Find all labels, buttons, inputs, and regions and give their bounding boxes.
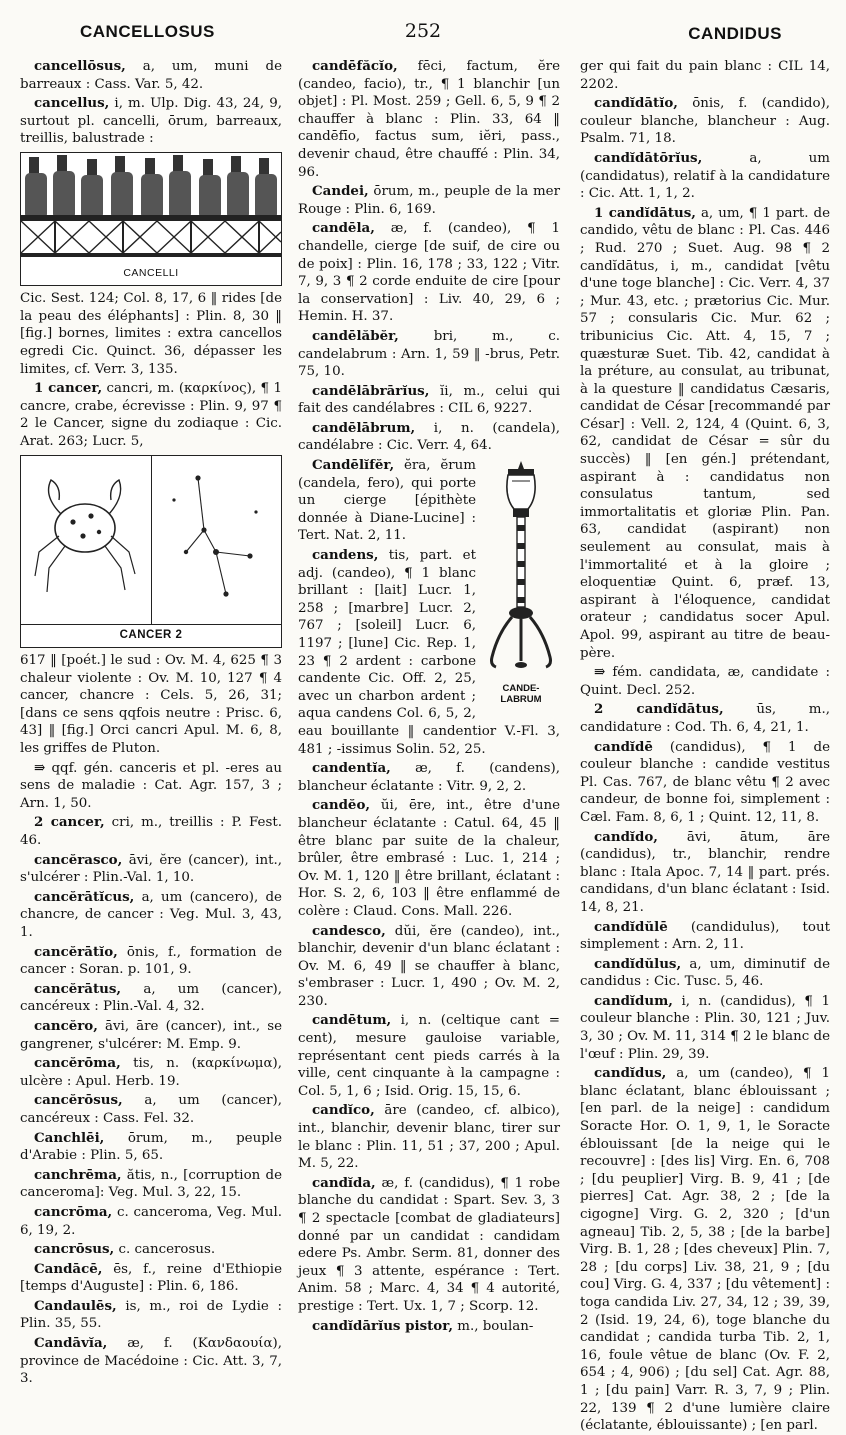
dictionary-entry xyxy=(298,58,560,181)
headword: Canchlēi, xyxy=(34,1129,105,1146)
dictionary-entry xyxy=(20,58,282,93)
dictionary-entry xyxy=(20,852,282,887)
dictionary-entry xyxy=(298,220,560,326)
candelabrum-drawing xyxy=(482,457,560,675)
entry-text: i, m. Ulp. Dig. 43, 24, 9, surtout pl. cancelli, ōrum, barreaux, treillis, balustrade : xyxy=(20,96,282,147)
entry-text: m., boulan- xyxy=(452,1318,534,1334)
entry-text: a, um (candidatus), relatif à la candidature : Cic. Att. 1, 1, 2. xyxy=(580,150,830,202)
page-number: 252 xyxy=(404,20,442,42)
entry-text: ătis, n., [corruption de canceroma]: Veg. Mul. 3, 22, 15. xyxy=(20,1167,282,1201)
column-3 xyxy=(580,58,830,1434)
entry-text: āvi, ātum, āre (candidus), tr., blanchir, rendre blanc : Itala Apoc. 7, 14 ‖ part. prés. candidans, d'un blanc éclatant : Isid. 14, 8, 21. xyxy=(580,829,830,915)
headword: candēlābrum, xyxy=(312,419,416,436)
entry-text: æ, f. (Κανδαουία), province de Macédoine : Cic. Att. 3, 7, 3. xyxy=(20,1336,282,1387)
entry-text: bri, m., c. candelabrum : Arn. 1, 59 ‖ -brus, Petr. 75, 10. xyxy=(298,328,560,380)
column-1 xyxy=(20,58,282,1387)
dictionary-entry xyxy=(20,380,282,450)
dictionary-entry xyxy=(20,1130,282,1165)
headword: candĭdē xyxy=(594,738,653,755)
entry-text: a, um, muni de barreaux : Cass. Var. 5, 42. xyxy=(20,59,282,92)
figure-caption: CANCER 2 xyxy=(21,624,281,648)
entry-text: ⇛ fém. candidata, æ, candidate : Quint. Decl. 252. xyxy=(580,665,830,698)
entry-text: ĕra, ĕrum (candela, fero), qui porte un cierge [épithète donnée à Diane-Lucine] : Tert. Nat. 2, 11. xyxy=(298,458,476,544)
headword: Candāvĭa, xyxy=(34,1335,108,1352)
headword: cancĕrātĭo, xyxy=(34,943,118,960)
headword: candĭdŭlē xyxy=(594,918,668,935)
entry-text: ŭi, ēre, int., être d'une blancheur éclatante : Catul. 64, 45 ‖ être blanc par suite de la chaleur, brûler, être embrasé : Luc. 1, 214 ; Ov. M. 1, 120 ‖ être brillant, éclatant : Hor. S. 2, 6, 103 ‖ être enflammé de colère : Claud. Cons. Mall. 226. xyxy=(298,798,560,919)
dictionary-entry xyxy=(298,797,560,920)
dictionary-entry xyxy=(298,328,560,381)
headword: candesco, xyxy=(312,922,386,939)
dictionary-entry xyxy=(580,993,830,1063)
dictionary-entry xyxy=(298,1102,560,1172)
candelabrum-illustration xyxy=(482,457,560,707)
dictionary-entry xyxy=(298,760,560,795)
entry-text: ūs, m., candidature : Cod. Th. 6, 4, 21, 1. xyxy=(580,702,830,735)
entry-text: (candidulus), tout simplement : Arn. 2, 11. xyxy=(580,919,830,953)
entry-text: ōrum, m., peuple de la mer Rouge : Plin. 6, 169. xyxy=(298,184,560,217)
entry-text: dŭi, ĕre (candeo), int., blanchir, devenir d'un blanc éclatant : Ov. M. 6, 49 ‖ se chauffer à blanc, s'embraser : Lucr. 1, 490 ; Ov. M. 2, 230. xyxy=(298,923,560,1009)
headword: candĭdus, xyxy=(594,1065,667,1082)
entry-text: i, n. (candela), candélabre : Cic. Verr. 4, 64. xyxy=(298,420,560,454)
dictionary-entry xyxy=(20,1204,282,1239)
entry-text: a, um (cancer), cancéreux : Cass. Fel. 32. xyxy=(20,1093,282,1126)
dictionary-entry xyxy=(20,1335,282,1388)
headword: Candaulēs, xyxy=(34,1297,117,1314)
dictionary-entry xyxy=(580,956,830,991)
entry-text: a, um (cancer), cancéreux : Plin.-Val. 4, 32. xyxy=(20,981,282,1015)
entry-text: i, n. (candidus), ¶ 1 couleur blanche : Plin. 30, 121 ; Juv. 3, 30 ; Ov. M. 11, 314 ¶ 2 le blanc de l'œuf : Plin. 29, 39. xyxy=(580,993,830,1062)
dictionary-entry xyxy=(580,95,830,148)
dictionary-entry xyxy=(20,1241,282,1259)
entry-text: tis, n. (καρκίνωμα), ulcère : Apul. Herb. 19. xyxy=(20,1056,282,1089)
header-last-word: CANDIDUS xyxy=(688,24,782,43)
entry-text: fēci, factum, ĕre (candeo, facio), tr., ¶ 1 blanchir [un objet] : Pl. Most. 259 ; Gell. 6, 5, 9 ¶ 2 chauffer à blanc : Plin. 33, 64 ‖ candēfīo, factus sum, iĕri, pass., devenir chaud, être chauffé : Plin. 34, 96. xyxy=(298,59,560,180)
dictionary-entry xyxy=(20,1018,282,1053)
headword: candētum, xyxy=(312,1012,392,1029)
headword: candĭco, xyxy=(312,1102,375,1119)
headword: cancĕrasco, xyxy=(34,851,123,868)
headword: Candei, xyxy=(312,183,369,200)
headword: candĭdŭlus, xyxy=(594,955,682,972)
figure-caption: CANCELLI xyxy=(123,266,179,279)
entry-text: āvi, ĕre (cancer), int., s'ulcérer : Plin.-Val. 1, 10. xyxy=(20,852,282,886)
dictionary-entry xyxy=(580,919,830,954)
headword: 1 candĭdātus, xyxy=(594,204,696,221)
entry-text: a, um, diminutif de candidus : Cic. Tusc. 5, 46. xyxy=(580,956,830,990)
dictionary-entry xyxy=(580,150,830,203)
entry-text: ēs, f., reine d'Ethiopie [temps d'Auguste] : Plin. 6, 186. xyxy=(20,1261,282,1295)
crab-drawing xyxy=(21,456,151,624)
column-2 xyxy=(298,58,560,1363)
dictionary-entry xyxy=(20,1167,282,1202)
figure-caption xyxy=(482,683,560,705)
entry-continuation: 617 ‖ [poét.] le sud : Ov. M. 4, 625 ¶ 3 chaleur violente : Ov. M. 10, 127 ¶ 4 cancer, chancre : Cels. 5, 26, 31; [dans ce sens qqfois neutre : Prisc. 6, 43] ‖ [fig.] Orci cancri Apul. M. 6, 8, les griffes de Pluton. xyxy=(20,653,282,757)
dictionary-entry xyxy=(298,1175,560,1316)
headword: cancellus, xyxy=(34,95,110,112)
cancer-illustration xyxy=(20,455,282,649)
constellation-drawing xyxy=(151,456,282,624)
col1-entries-a xyxy=(20,58,282,148)
entry-text: cri, m., treillis : P. Fest. 46. xyxy=(20,815,282,849)
headword: candēfăcĭo, xyxy=(312,58,398,74)
entry-continuation: Cic. Sest. 124; Col. 8, 17, 6 ‖ rides [de la peau des éléphants] : Plin. 8, 30 ‖ [fig.] bornes, limites : extra cancellos egredi Cic. Quinct. 36, dépasser les limites, cf. Verr. 3, 135. xyxy=(20,291,282,377)
entry-text: ōrum, m., peuple d'Arabie : Plin. 5, 65. xyxy=(20,1130,282,1164)
headword: cancellōsus, xyxy=(34,58,126,74)
dictionary-entry xyxy=(20,814,282,849)
cancelli-illustration xyxy=(20,152,282,286)
entry-text: i, n. (celtique cant = cent), mesure gauloise variable, représentant cent pieds carrés à la ville, cent cinquante à la campagne : Col. 5, 1, 6 ; Isid. Orig. 15, 15, 6. xyxy=(298,1013,560,1099)
entry-text: a, um (cancero), de chancre, de cancer : Veg. Mul. 3, 43, 1. xyxy=(20,889,282,940)
entry-text: c. canceroma, Veg. Mul. 6, 19, 2. xyxy=(20,1204,282,1238)
headword: candĭdārĭus pistor, xyxy=(312,1317,453,1334)
headword: candĭdo, xyxy=(594,828,658,845)
headword: candĭdum, xyxy=(594,992,673,1009)
dictionary-entry xyxy=(20,944,282,979)
dictionary-entry xyxy=(298,923,560,1011)
headword: candĭdātōrĭus, xyxy=(594,149,703,166)
cancelli-drawing xyxy=(21,153,281,257)
headword: cancĕrōsus, xyxy=(34,1092,123,1109)
dictionary-entry xyxy=(298,1318,560,1336)
headword: candēlăbĕr, xyxy=(312,327,399,344)
entry-text: ĭi, m., celui qui fait des candélabres : CIL 6, 9227. xyxy=(298,383,560,417)
entry-text: ⇛ qqf. gén. canceris et pl. -eres au sens de maladie : Cat. Agr. 157, 3 ; Arn. 1, 50. xyxy=(20,760,282,811)
dictionary-entry xyxy=(20,1092,282,1127)
headword: candĭda, xyxy=(312,1174,376,1191)
dictionary-entry xyxy=(580,664,830,699)
dictionary-entry xyxy=(298,183,560,218)
dictionary-entry xyxy=(580,205,830,662)
headword: 2 candĭdātus, xyxy=(594,701,724,718)
entry-text: tis, part. et adj. (candeo), ¶ 1 blanc brillant : [lait] Lucr. 1, 258 ; [marbre] Lucr. 2, 767 ; [soleil] Lucr. 6, 1197 ; [lune] Cic. Rep. 1, 23 ¶ 2 ardent : carbone candente Cic. Off. 2, 25, avec un charbon ardent ; aqua candens Col. 6, 5, 2, eau bouillante ‖ candentior V.-Fl. 3, 481 ; -issimus Solin. 52, 25. xyxy=(298,548,560,757)
dictionary-entry xyxy=(298,420,560,455)
headword: candĕo, xyxy=(312,797,371,814)
headword: Candēlĭfĕr, xyxy=(312,457,395,474)
dictionary-entry xyxy=(20,1055,282,1090)
headword: 1 cancer, xyxy=(34,380,103,397)
headword: cancrōma, xyxy=(34,1203,113,1220)
entry-text: æ, f. (candens), blancheur éclatante : Vitr. 9, 2, 2. xyxy=(298,761,560,794)
dictionary-entry xyxy=(20,889,282,942)
header-first-word: CANCELLOSUS xyxy=(80,22,215,41)
headword: candēlābrārĭus, xyxy=(312,382,430,399)
dictionary-entry xyxy=(580,1065,830,1434)
entry-text: āre (candeo, cf. albico), int., blanchir, devenir blanc, tirer sur le blanc : Plin. 11, 51 ; 37, 200 ; Apul. M. 5, 22. xyxy=(298,1103,560,1172)
headword: cancĕrātus, xyxy=(34,980,122,997)
col2-entry-list-top xyxy=(298,58,560,455)
caption-line: LABRUM xyxy=(500,693,542,705)
entry-text: c. cancerosus. xyxy=(114,1242,216,1258)
headword: cancrōsus, xyxy=(34,1241,115,1258)
headword: canchrēma, xyxy=(34,1166,122,1183)
headword: Candācē, xyxy=(34,1260,103,1277)
dictionary-entry xyxy=(20,1298,282,1333)
entry-text: āvi, āre (cancer), int., se gangrener, s'ulcérer: M. Emp. 9. xyxy=(20,1018,282,1052)
dictionary-entry xyxy=(20,981,282,1016)
headword: cancĕrōma, xyxy=(34,1055,121,1072)
dictionary-entry xyxy=(580,739,830,827)
headword: candĭdātĭo, xyxy=(594,95,678,112)
entry-text: ōnis, f. (candido), couleur blanche, blancheur : Aug. Psalm. 71, 18. xyxy=(580,96,830,147)
dictionary-entry xyxy=(20,95,282,148)
caption-line: CANDE- xyxy=(502,682,540,694)
col3-entry-list xyxy=(580,95,830,1435)
dictionary-entry xyxy=(298,383,560,418)
headword: cancĕrātĭcus, xyxy=(34,888,135,905)
entry-text: (candidus), ¶ 1 de couleur blanche : candide vestitus Pl. Cas. 767, de blanc vêtu ¶ 2 avec candeur, de bonne foi, simplement : Cæl. Fam. 8, 6, 1 ; Quint. 12, 11, 8. xyxy=(580,739,830,825)
col2-entry-list xyxy=(298,760,560,1335)
col1-entry-list xyxy=(20,760,282,1388)
headword: 2 cancer, xyxy=(34,814,105,831)
entry-text: cancri, m. (καρκίνος), ¶ 1 cancre, crabe, écrevisse : Plin. 9, 97 ¶ 2 le Cancer, signe du zodiaque : Cic. Arat. 263; Lucr. 5, xyxy=(20,381,282,449)
entry-text: ōnis, f., formation de cancer : Soran. p. 101, 9. xyxy=(20,944,282,978)
headword: cancĕro, xyxy=(34,1017,98,1034)
dictionary-entry xyxy=(580,829,830,917)
entry-text: is, m., roi de Lydie : Plin. 35, 55. xyxy=(20,1298,282,1332)
dictionary-entry xyxy=(580,701,830,736)
headword: candēla, xyxy=(312,220,375,237)
headword: candens, xyxy=(312,547,379,564)
dictionary-entry xyxy=(20,760,282,813)
entry-text: æ, f. (candeo), ¶ 1 chandelle, cierge [de suif, de cire ou de poix] : Plin. 16, 178 ; 33, 122 ; Vitr. 7, 9, 3 ¶ 2 corde enduite de cire [pour la conservation] : Liv. 40, 29, 6 ; Hemin. H. 37. xyxy=(298,221,560,325)
entry-text: a, um (candeo), ¶ 1 blanc éclatant, blanc éblouissant ; [en parl. de la neige] : candidum Soracte Hor. O. 1, 9, 1, le Soracte éblouissant [de la neige qui le recouvre] : [des lis] Virg. En. 6, 708 ; [du peuplier] Virg. B. 9, 41 ; [de pierres] Cat. Agr. 38, 2 ; [de la cigogne] Virg. G. 2, 320 ; [d'un agneau] Tib. 2, 5, 38 ; [de la barbe] Virg. B. 1, 28 ; [des cheveux] Plin. 7, 28 ; [du corps] Liv. 38, 21, 9 ; [du cou] Virg. G. 4, 337 ; [du vêtement] : toga candida Liv. 27, 34, 12 ; 39, 39, 2 (Isid. 19, 24, 6), toge blanche du candidat ; candida turba Tib. 2, 1, 16, foule vêtue de blanc (Ov. F. 2, 654 ; 4, 906) ; [du sel] Cat. Agr. 88, 1 ; [du pain] Varr. R. 3, 7, 9 ; Plin. 22, 139 ¶ 2 d'une lumière claire (éclatante, éblouissante) ; [en parl. xyxy=(580,1066,830,1434)
headword: candentĭa, xyxy=(312,760,391,777)
entry-text: æ, f. (candidus), ¶ 1 robe blanche du candidat : Spart. Sev. 3, 3 ¶ 2 spectacle [combat de gladiateurs] donné par un candidat : candidam edere Ps. Ambr. Serm. 81, donner des jeux ¶ 3 attente, espérance : Tert. Anim. 58 ; Marc. 4, 34 ¶ 4 autorité, prestige : Tert. Ux. 1, 7 ; Scorp. 12. xyxy=(298,1175,560,1314)
entry-text: a, um, ¶ 1 part. de candido, vêtu de blanc : Pl. Cas. 446 ; Rud. 270 ; Suet. Aug. 98 ¶ 2 candĭdātus, i, m., candidat [vêtu d'une toge blanche] : Cic. Verr. 4, 37 ; Mur. 43, etc. ; prætorius Cic. Mur. 57 ; consularis Cic. Mur. 62 ; tribunicius Cic. Att. 4, 15, 7 ; quæsturæ Suet. Tib. 42, candidat à la préture, au consulat, au tribunat, à la questure ‖ candidatus Cæsaris, candidat de César [recommandé par César] : Vell. 2, 124, 4 (Quint. 6, 3, 62, candidat de César = sûr du succès) ‖ [en gén.] prétendant, aspirant à : candidatus non consulatus tantum, sed immortalitatis et gloriæ Plin. Pan. 63, candidat (aspirant) non seulement au consulat, mais à l'immortalité et à la gloire ; eloquentiæ Quint. 6, præf. 13, aspirant à l'éloquence, candidat orateur ; candidatus socer Apul. Apol. 99, aspirant au titre de beau-père. xyxy=(580,205,830,661)
dictionary-entry xyxy=(20,1261,282,1296)
entry-continuation: ger qui fait du pain blanc : CIL 14, 2202. xyxy=(580,59,830,92)
running-head xyxy=(24,18,822,48)
dictionary-entry xyxy=(298,1012,560,1100)
